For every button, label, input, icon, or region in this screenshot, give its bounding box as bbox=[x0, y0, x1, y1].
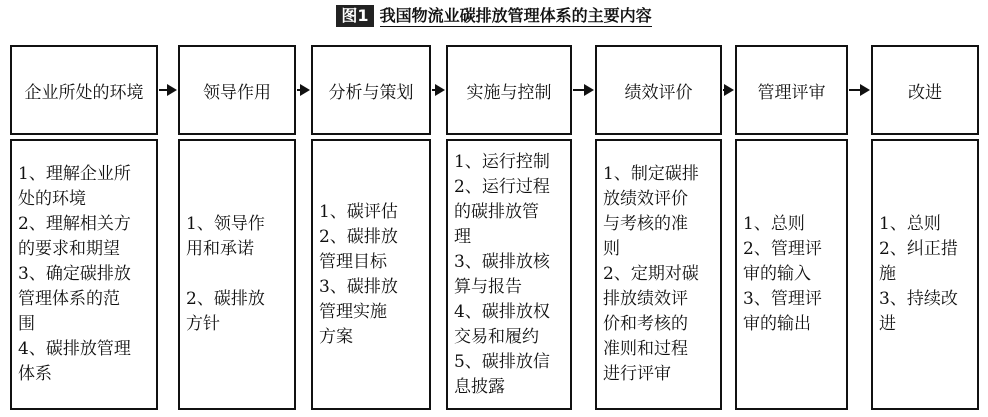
stage-header-label: 企业所处的环境 bbox=[24, 82, 144, 103]
stage-detail-item: 1、运行控制 bbox=[454, 151, 550, 172]
stage-detail-item: 1、理解企业所 处的环境 bbox=[18, 164, 131, 209]
stage-detail-item bbox=[186, 262, 288, 287]
stage-detail-item: 2、碳排放 管理目标 bbox=[319, 226, 398, 272]
flow-arrow bbox=[573, 82, 594, 98]
stage-header-implementation bbox=[446, 45, 572, 135]
stage-header-label: 分析与策划 bbox=[328, 82, 414, 103]
flow-arrow bbox=[432, 82, 445, 98]
stage-details-review bbox=[735, 139, 848, 410]
stage-detail-item: 2、纠正措 施 bbox=[879, 239, 958, 284]
stage-header-planning bbox=[311, 45, 431, 135]
stage-detail-item: 1、制定碳排 放绩效评价 与考核的准 则 bbox=[603, 164, 699, 259]
stage-details-environment bbox=[10, 139, 158, 410]
stage-details-planning bbox=[311, 139, 431, 410]
figure-title bbox=[0, 5, 988, 27]
stage-header-review bbox=[735, 45, 848, 135]
stage-detail-item: 3、确定碳排放 管理体系的范 围 bbox=[18, 264, 131, 334]
figure-number-badge: 图1 bbox=[336, 5, 373, 27]
stage-detail-item: 2、运行过程 的碳排放管 理 bbox=[454, 176, 550, 247]
stage-header-label: 改进 bbox=[908, 82, 942, 103]
stage-header-evaluation bbox=[595, 45, 722, 135]
stage-detail-item: 3、碳排放 管理实施 方案 bbox=[319, 276, 398, 347]
stage-details-evaluation bbox=[595, 139, 722, 410]
stage-detail-item: 3、管理评 审的输出 bbox=[743, 289, 822, 334]
stage-details-leadership bbox=[178, 139, 296, 410]
stage-details-implementation bbox=[446, 139, 572, 410]
stage-detail-item: 2、碳排放 方针 bbox=[186, 289, 265, 334]
stage-detail-item: 2、管理评 审的输入 bbox=[743, 239, 822, 284]
stage-header-label: 绩效评价 bbox=[624, 82, 693, 103]
flow-arrow bbox=[159, 82, 177, 98]
stage-header-label: 管理评审 bbox=[757, 82, 826, 103]
stage-detail-item: 4、碳排放权 交易和履约 bbox=[454, 301, 550, 347]
stage-detail-item: 3、持续改 进 bbox=[879, 289, 958, 334]
stage-header-leadership bbox=[178, 45, 296, 135]
stage-detail-item: 1、总则 bbox=[879, 214, 941, 234]
stage-header-improvement bbox=[871, 45, 979, 135]
stage-detail-item: 2、定期对碳 排放绩效评 价和考核的 准则和过程 进行评审 bbox=[603, 264, 699, 384]
stage-header-environment bbox=[10, 45, 158, 135]
stage-detail-item: 4、碳排放管理 体系 bbox=[18, 339, 131, 384]
stage-detail-item: 2、理解相关方 的要求和期望 bbox=[18, 214, 131, 259]
stage-detail-item: 1、碳评估 bbox=[319, 201, 398, 222]
stage-detail-item: 1、总则 bbox=[743, 214, 805, 234]
stage-details-improvement bbox=[871, 139, 979, 410]
figure-caption: 我国物流业碳排放管理体系的主要内容 bbox=[379, 6, 652, 25]
stage-detail-item: 1、领导作 用和承诺 bbox=[186, 214, 265, 259]
stage-detail-item: 3、碳排放核 算与报告 bbox=[454, 251, 550, 297]
stage-header-label: 实施与控制 bbox=[466, 82, 552, 103]
stage-header-label: 领导作用 bbox=[203, 82, 271, 103]
flow-arrow bbox=[849, 82, 870, 98]
stage-detail-item: 5、碳排放信 息披露 bbox=[454, 351, 550, 397]
flow-arrow bbox=[723, 82, 734, 98]
flow-arrow bbox=[297, 82, 310, 98]
